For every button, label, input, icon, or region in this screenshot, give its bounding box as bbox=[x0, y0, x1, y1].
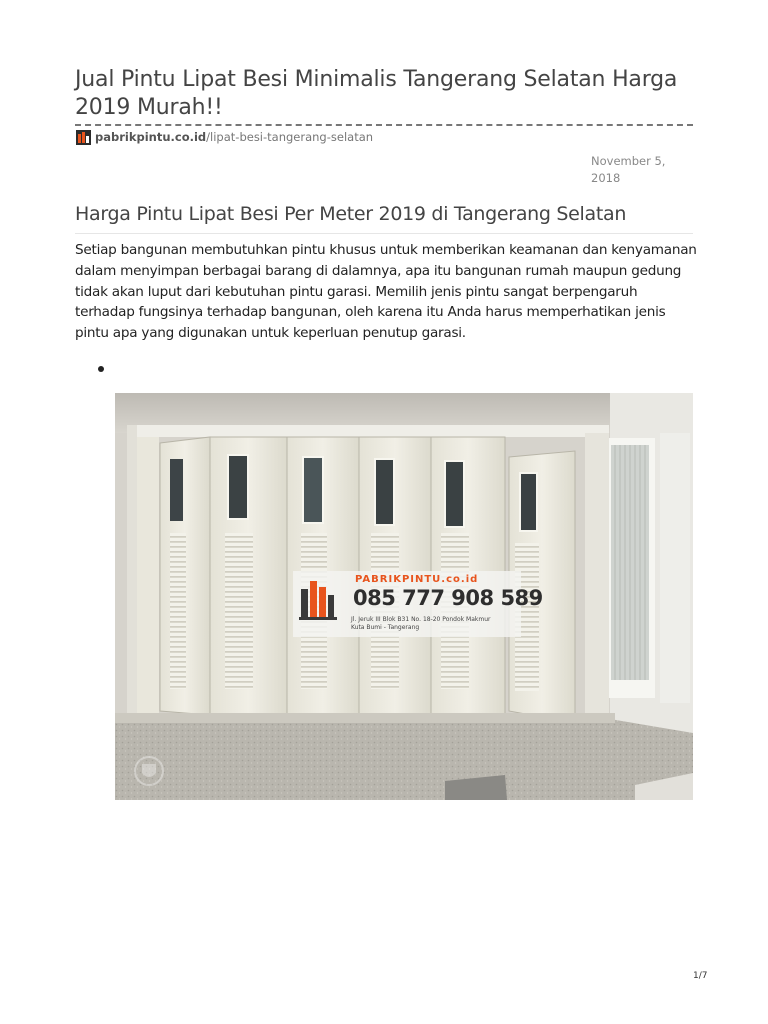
page-number: 1/7 bbox=[693, 971, 708, 981]
pabrikpintu-favicon-icon bbox=[76, 130, 91, 145]
source-domain[interactable]: pabrikpintu.co.id bbox=[95, 130, 207, 144]
heading-divider bbox=[75, 233, 693, 234]
watermark-phone: 085 777 908 589 bbox=[353, 586, 543, 610]
watermark-brand: PABRIKPINTU.co.id bbox=[355, 574, 479, 585]
source-link[interactable] bbox=[76, 129, 373, 145]
bullet-icon bbox=[98, 366, 104, 372]
source-path[interactable]: /lipat-besi-tangerang-selatan bbox=[206, 130, 374, 144]
post-date: November 5, 2018 bbox=[591, 154, 666, 185]
page-title: Jual Pintu Lipat Besi Minimalis Tangerang Selatan Harga 2019 Murah!! bbox=[75, 67, 678, 120]
title-divider bbox=[75, 124, 693, 126]
watermark-address-line1: Jl. Jeruk III Blok B31 No. 18-20 Pondok Makmur bbox=[351, 616, 491, 623]
body-paragraph: Setiap bangunan membutuhkan pintu khusus untuk memberikan keamanan dan kenyamanan dalam menyimpan berbagai barang di dalamnya, apa itu bangunan rumah maupun gedung tidak akan luput dari kebutuhan pintu garasi. Memilih jenis pintu sangat berpengaruh terhadap fungsinya terhadap bangunan, oleh karena itu Anda harus memperhatikan jenis pintu apa yang digunakan untuk keperluan penutup garasi. bbox=[75, 242, 697, 342]
watermark-address-line2: Kuta Bumi - Tangerang bbox=[351, 624, 420, 631]
folding-door-photo bbox=[115, 393, 693, 800]
section-heading: Harga Pintu Lipat Besi Per Meter 2019 di Tangerang Selatan bbox=[75, 203, 627, 225]
